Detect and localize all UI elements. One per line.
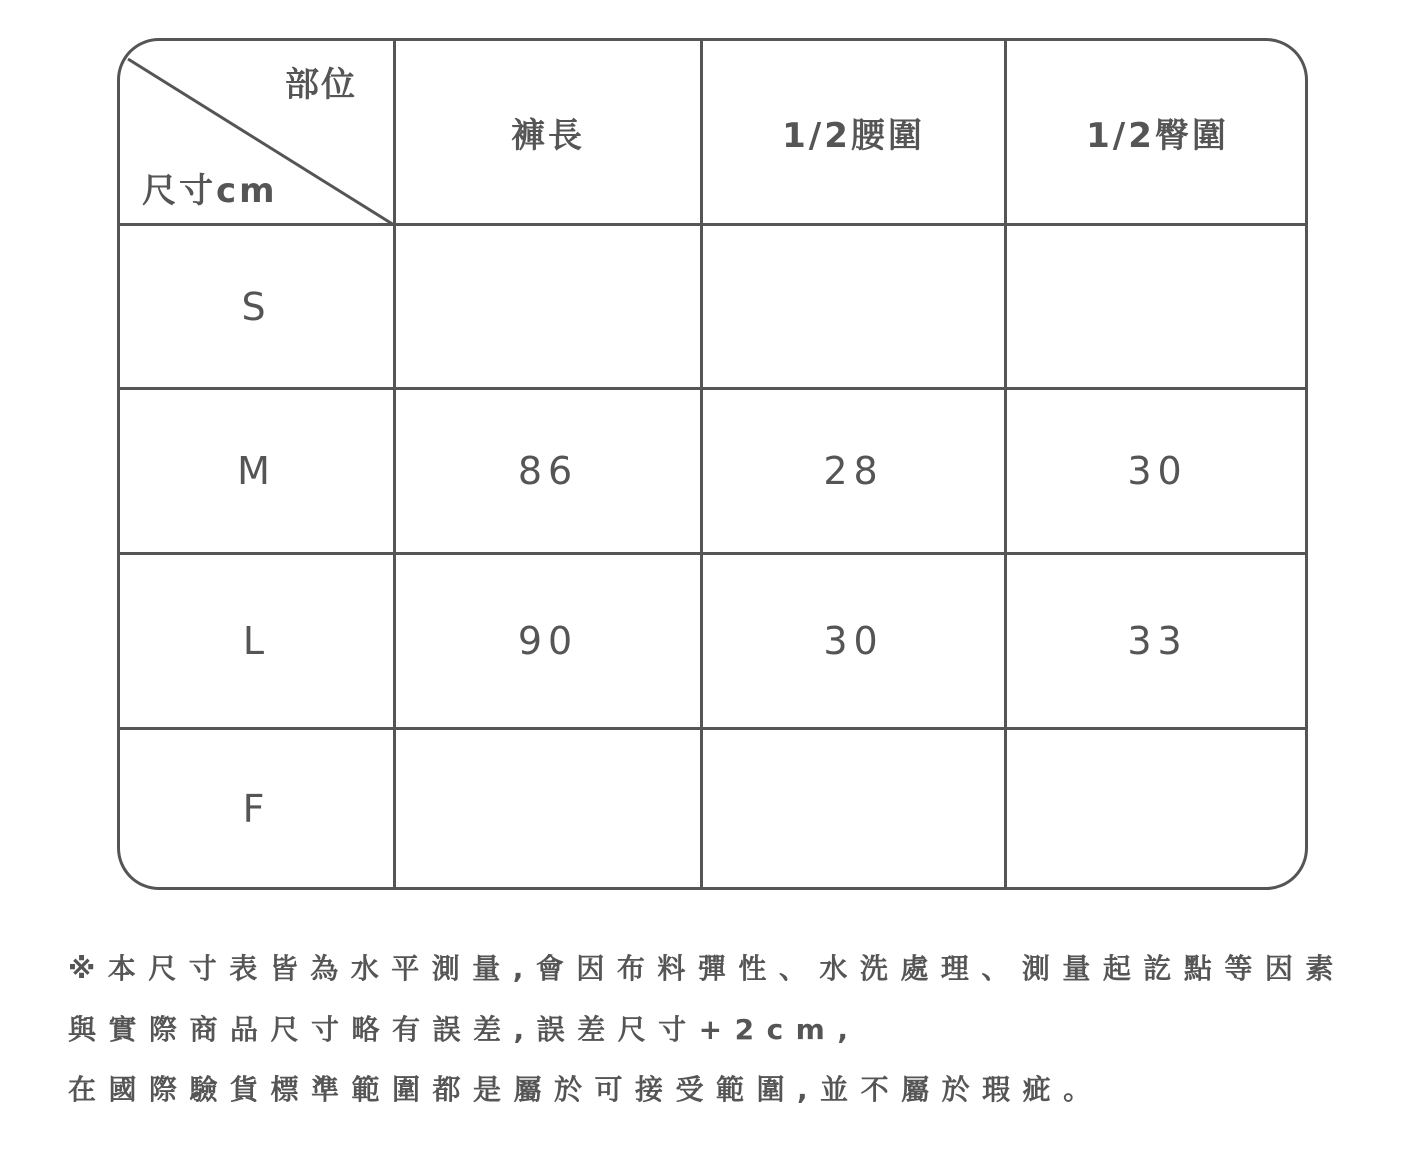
cell-m-pants-length: 86 xyxy=(517,449,579,493)
cell-m-half-hip: 30 xyxy=(1127,449,1188,493)
cell-l-pants-length: 90 xyxy=(517,619,579,663)
header-half-waist: 1/2腰圍 xyxy=(782,115,925,156)
cell-l-half-hip: 33 xyxy=(1127,619,1188,663)
cell-m-half-waist: 28 xyxy=(823,449,884,493)
size-label-s: S xyxy=(241,284,272,329)
cell-s-pants-length xyxy=(396,226,700,387)
size-label-f: F xyxy=(242,786,271,831)
corner-label-size-unit: 尺寸cm xyxy=(142,171,278,211)
cell-f-half-waist xyxy=(703,730,1004,887)
cell-s-half-hip xyxy=(1007,226,1308,387)
size-label-m: M xyxy=(237,449,276,493)
cell-f-pants-length xyxy=(396,730,700,887)
size-table xyxy=(117,38,1308,890)
note-line-1: ※本尺寸表皆為水平測量,會因布料彈性、水洗處理、測量起訖點等因素 xyxy=(68,952,1346,985)
size-label-l: L xyxy=(242,619,271,663)
cell-f-half-hip xyxy=(1007,730,1308,887)
corner-label-part: 部位 xyxy=(285,65,357,105)
header-pants-length: 褲長 xyxy=(511,115,585,156)
cell-l-half-waist: 30 xyxy=(823,619,884,663)
note-line-3: 在國際驗貨標準範圍都是屬於可接受範圍,並不屬於瑕疵。 xyxy=(68,1073,1104,1106)
header-half-hip: 1/2臀圍 xyxy=(1086,115,1229,156)
cell-s-half-waist xyxy=(703,226,1004,387)
note-line-2: 與實際商品尺寸略有誤差,誤差尺寸+2cm, xyxy=(68,1013,861,1046)
